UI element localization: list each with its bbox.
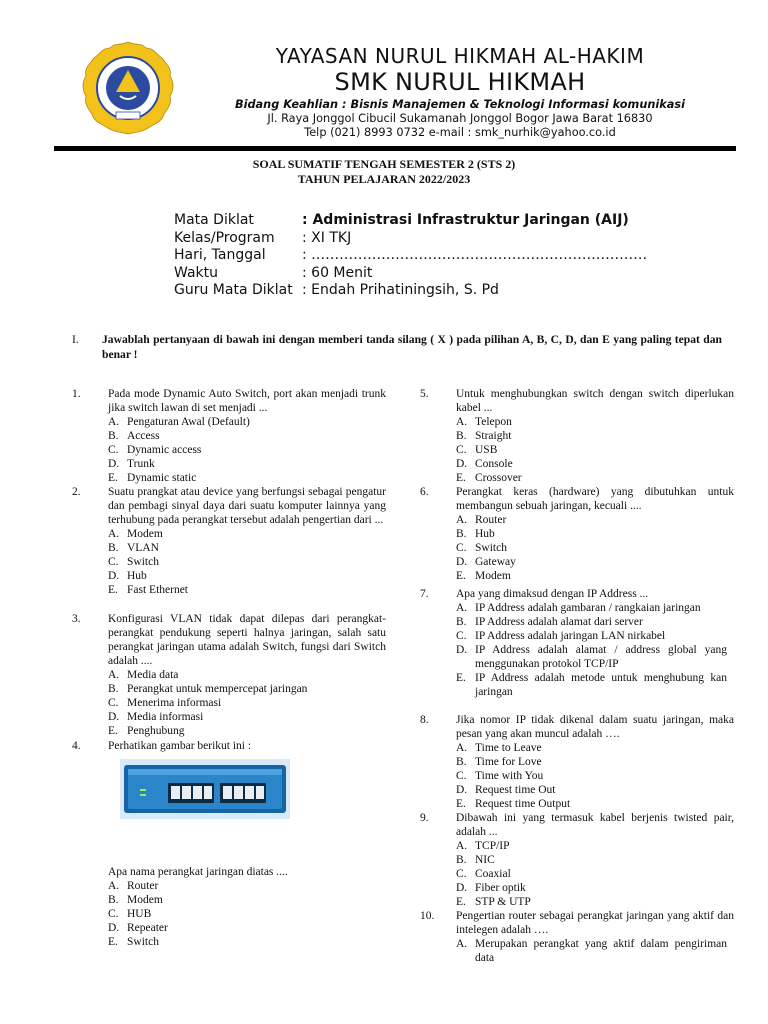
option-a[interactable]: A. Media data (108, 669, 179, 681)
option-c[interactable]: C. Menerima informasi (108, 697, 222, 709)
option-d[interactable]: D. Trunk (108, 458, 155, 470)
option-d[interactable]: D. Console (456, 458, 513, 470)
exam-info (174, 212, 647, 300)
option-b[interactable]: B. IP Address adalah alamat dari server (456, 616, 643, 628)
question-text: Pada mode Dynamic Auto Switch, port akan menjadi trunk jika switch lawan di set menjadi ... (108, 388, 386, 414)
info-row-date: Hari, Tanggal : ……………………………………………………………… (174, 247, 648, 263)
option-e[interactable]: E. Modem (456, 570, 511, 582)
option-e[interactable]: E. STP & UTP (456, 896, 531, 908)
option-b[interactable]: B. VLAN (108, 542, 159, 554)
instruction-number: I. (72, 333, 79, 346)
school-address: Jl. Raya Jonggol Cibucil Sukamanah Jonggol Bogor Jawa Barat 16830 (267, 112, 653, 125)
info-row-subject: Mata Diklat : Administrasi Infrastruktur Jaringan (AIJ) (174, 212, 629, 228)
instruction-text: Jawablah pertanyaan di bawah ini dengan memberi tanda silang ( X ) pada pilihan A, B, C, D, dan E yang paling tepat dan benar ! (102, 333, 722, 361)
question-text: Perangkat keras (hardware) yang dibutuhkan untuk membangun sebuah jaringan, kecuali .... (456, 486, 734, 512)
exam-title: SOAL SUMATIF TENGAH SEMESTER 2 (STS 2) (252, 157, 516, 171)
option-d[interactable]: D. Request time Out (456, 784, 556, 796)
question-text: Suatu prangkat atau device yang berfungsi sebagai pengatur dan pembagi sinyal daya dari suatu komputer lainnya yang terhubung pada perangkat tersebut adalah pengertian dari ... (108, 486, 386, 526)
option-d[interactable]: D. Gateway (456, 556, 516, 568)
info-row-time: Waktu : 60 Menit (174, 264, 373, 281)
option-b[interactable]: B. Hub (456, 528, 495, 540)
option-a[interactable]: A. Merupakan perangkat yang aktif dalam pengiriman data (456, 938, 727, 964)
option-e[interactable]: E. Switch (108, 936, 159, 948)
option-e[interactable]: E. Penghubung (108, 725, 185, 737)
option-c[interactable]: C. Dynamic access (108, 444, 202, 456)
question-text: Apa nama perangkat jaringan diatas .... (108, 866, 288, 878)
question-text: Pengertian router sebagai perangkat jaringan yang aktif dan intelegen adalah …. (456, 910, 734, 936)
network-switch-image (120, 759, 290, 819)
option-a[interactable]: A. IP Address adalah gambaran / rangkaian jaringan (456, 602, 701, 614)
option-d[interactable]: D. Hub (108, 570, 147, 582)
option-c[interactable]: C. Coaxial (456, 868, 511, 880)
option-a[interactable]: A. Time to Leave (456, 742, 542, 754)
question-text: Perhatikan gambar berikut ini : (108, 740, 252, 752)
option-e[interactable]: E. Request time Output (456, 798, 571, 810)
info-row-class: Kelas/Program : XI TKJ (174, 229, 352, 246)
field-of-expertise: Bidang Keahlian : Bisnis Manajemen & Teknologi Informasi komunikasi (234, 98, 686, 111)
foundation-name: YAYASAN NURUL HIKMAH AL-HAKIM (275, 44, 645, 68)
option-b[interactable]: B. NIC (456, 854, 495, 866)
option-d[interactable]: D. Fiber optik (456, 882, 526, 894)
school-name: SMK NURUL HIKMAH (334, 68, 586, 96)
option-a[interactable]: A. Telepon (456, 416, 512, 428)
option-c[interactable]: C. IP Address adalah jaringan LAN nirkabel (456, 630, 666, 642)
header-rule (54, 146, 736, 151)
option-b[interactable]: B. Straight (456, 430, 512, 442)
option-a[interactable]: A. Modem (108, 528, 163, 540)
school-logo (80, 40, 176, 136)
option-e[interactable]: E. Fast Ethernet (108, 584, 188, 596)
school-contact: Telp (021) 8993 0732 e-mail : smk_nurhik@yahoo.co.id (304, 126, 616, 139)
option-c[interactable]: C. USB (456, 444, 498, 456)
option-c[interactable]: C. Time with You (456, 770, 544, 782)
option-b[interactable]: B. Perangkat untuk mempercepat jaringan (108, 683, 308, 695)
option-d[interactable]: D. IP Address adalah alamat / address global yang menggunakan protokol TCP/IP (456, 644, 727, 670)
info-row-teacher: Guru Mata Diklat : Endah Prihatiningsih, S. Pd (174, 282, 499, 298)
question-text: Untuk menghubungkan switch dengan switch diperlukan kabel ... (456, 388, 734, 414)
option-e[interactable]: E. Crossover (456, 472, 522, 484)
option-e[interactable]: E. IP Address adalah metode untuk menghubung kan jaringan (456, 672, 727, 698)
option-a[interactable]: A. Router (108, 880, 159, 892)
option-c[interactable]: C. Switch (456, 542, 507, 554)
option-b[interactable]: B. Modem (108, 894, 163, 906)
option-d[interactable]: D. Media informasi (108, 711, 204, 723)
question-text: Dibawah ini yang termasuk kabel berjenis twisted pair, adalah ... (456, 812, 734, 838)
question-text: Apa yang dimaksud dengan IP Address ... (456, 588, 649, 600)
option-b[interactable]: B. Access (108, 430, 160, 442)
question-text: Konfigurasi VLAN tidak dapat dilepas dari perangkat-perangkat pendukung seperti halnya jaringan, salah satu perangkat jaringan utama adalah Switch, fungsi dari Switch adalah .... (108, 613, 386, 667)
option-a[interactable]: A. Pengaturan Awal (Default) (108, 416, 250, 428)
exam-year: TAHUN PELAJARAN 2022/2023 (297, 172, 471, 186)
option-c[interactable]: C. HUB (108, 908, 152, 920)
option-a[interactable]: A. TCP/IP (456, 840, 510, 852)
option-a[interactable]: A. Router (456, 514, 507, 526)
question-text: Jika nomor IP tidak dikenal dalam suatu jaringan, maka pesan yang akan muncul adalah …. (456, 714, 734, 740)
option-c[interactable]: C. Switch (108, 556, 159, 568)
option-b[interactable]: B. Time for Love (456, 756, 542, 768)
option-e[interactable]: E. Dynamic static (108, 472, 197, 484)
option-d[interactable]: D. Repeater (108, 922, 168, 934)
